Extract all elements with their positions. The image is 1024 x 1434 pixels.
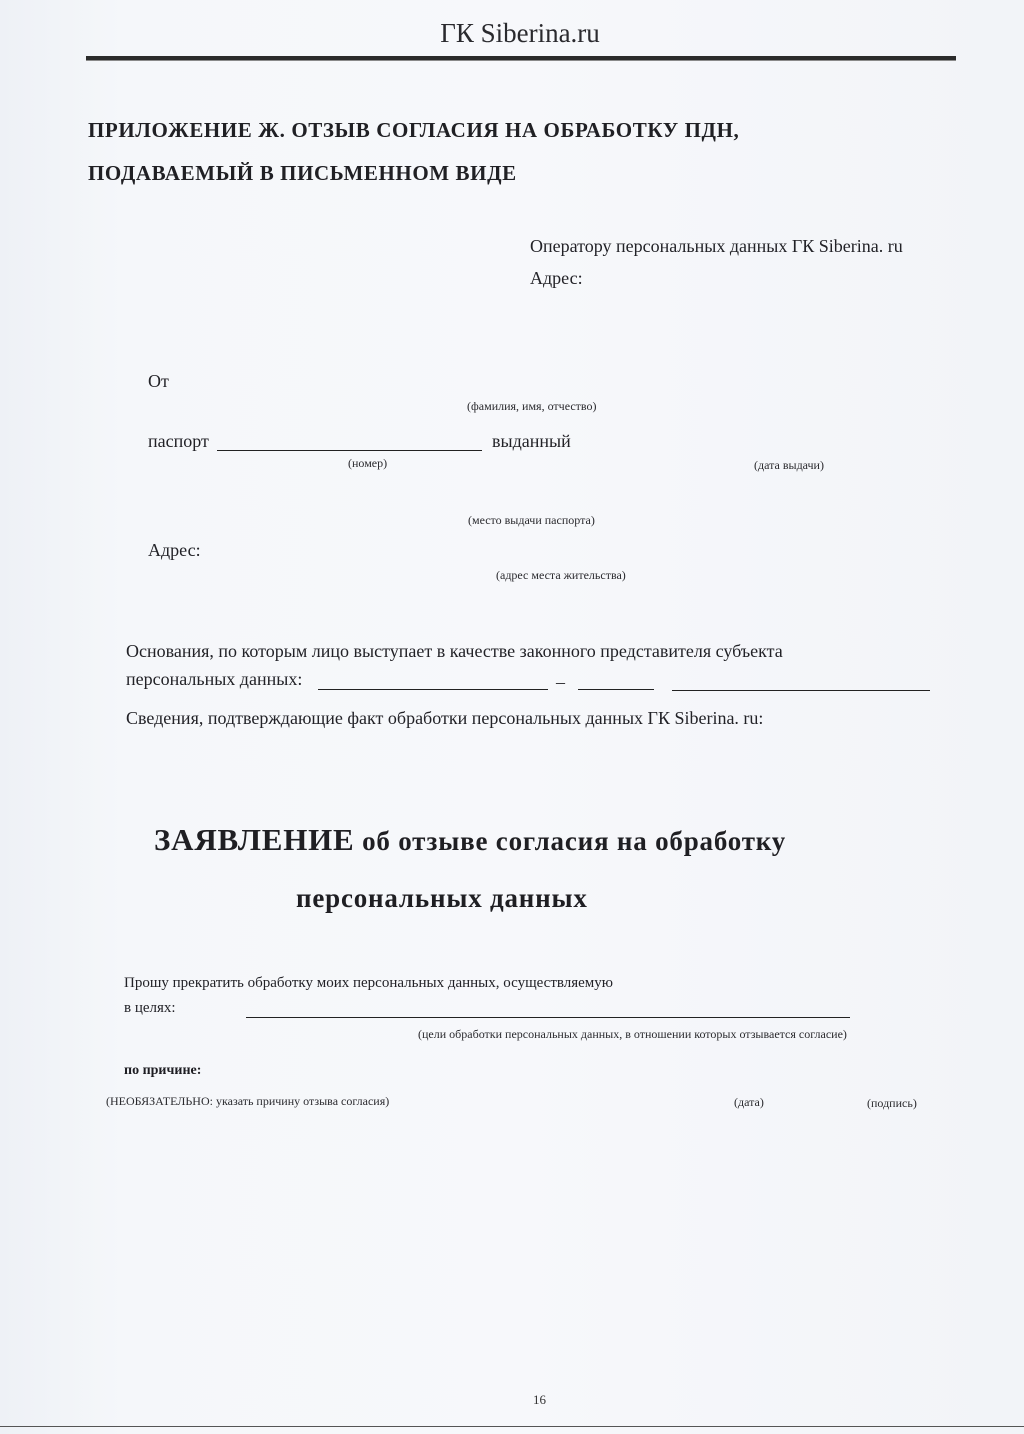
issued-label: выданный: [492, 431, 571, 451]
request-line2: в целях:: [124, 1000, 176, 1016]
applicant-address-label: Адрес:: [148, 540, 201, 560]
date-hint: (дата): [734, 1095, 764, 1109]
recipient-address-label: Адрес:: [530, 268, 583, 288]
grounds-line2: персональных данных:: [126, 669, 303, 689]
statement-title-rest: об отзыве согласия на обработку: [354, 826, 787, 856]
issue-date-hint: (дата выдачи): [754, 458, 824, 472]
grounds-dash: –: [556, 672, 565, 692]
appendix-title-line2: ПОДАВАЕМЫЙ В ПИСЬМЕННОМ ВИДЕ: [88, 161, 517, 185]
statement-title: [154, 822, 786, 858]
purpose-hint: (цели обработки персональных данных, в отношении которых отзывается согласие): [418, 1027, 847, 1041]
grounds-line1: Основания, по которым лицо выступает в качестве законного представителя субъекта: [126, 641, 783, 661]
residence-hint: (адрес места жительства): [496, 568, 626, 582]
header-title: ГК Siberina.ru: [440, 18, 600, 48]
statement-title-bold: ЗАЯВЛЕНИЕ: [154, 822, 355, 857]
from-label: От: [148, 371, 169, 391]
grounds-details-line: [672, 690, 930, 691]
recipient-operator: Оператору персональных данных ГК Siberina. ru: [530, 236, 903, 256]
appendix-title-line1: ПРИЛОЖЕНИЕ Ж. ОТЗЫВ СОГЛАСИЯ НА ОБРАБОТКУ ПДН,: [88, 118, 740, 142]
statement-title-line2: персональных данных: [296, 883, 588, 913]
signature-hint: (подпись): [867, 1096, 917, 1110]
fio-hint: (фамилия, имя, отчество): [467, 399, 597, 413]
passport-number-line: [217, 450, 482, 451]
grounds-number-line: [578, 689, 654, 690]
reason-label: по причине:: [124, 1063, 202, 1078]
reason-hint: (НЕОБЯЗАТЕЛЬНО: указать причину отзыва согласия): [106, 1094, 390, 1108]
passport-label: паспорт: [148, 431, 209, 451]
passport-number-hint: (номер): [348, 456, 388, 470]
page-bottom-edge: [0, 1426, 1024, 1427]
purpose-line: [246, 1017, 850, 1018]
header-rule: [86, 56, 956, 61]
request-line1: Прошу прекратить обработку моих персональных данных, осуществляемую: [124, 975, 613, 991]
grounds-document-line: [318, 689, 548, 690]
page-number: 16: [533, 1392, 546, 1407]
processing-facts: Сведения, подтверждающие факт обработки персональных данных ГК Siberina. ru:: [126, 708, 764, 728]
issue-place-hint: (место выдачи паспорта): [468, 513, 595, 527]
